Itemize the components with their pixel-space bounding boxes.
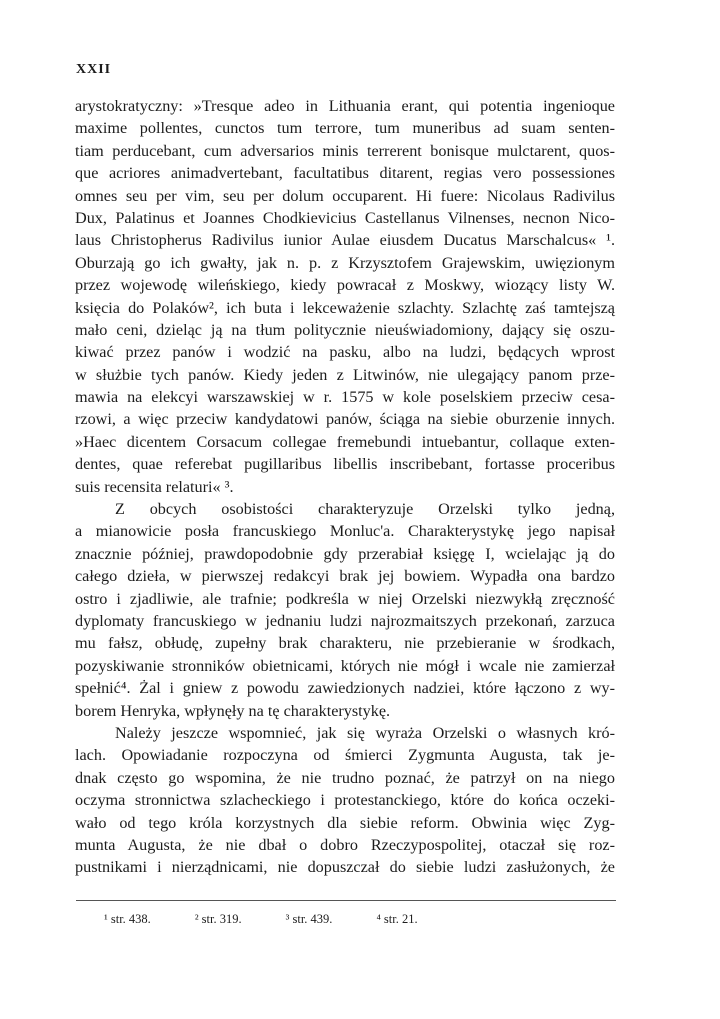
text-line: Z obcych osobistości charakteryzuje Orzelski tylko jedną,	[115, 500, 615, 519]
text-line: ostro i zjadliwie, ale trafnie; podkreśla w niej Orzelski niezwykłą zręczność	[75, 589, 615, 608]
footnote: ³ str. 439.	[285, 912, 333, 926]
body-text	[75, 95, 615, 879]
footnote: ¹ str. 438.	[104, 912, 151, 926]
text-line: maxime pollentes, cunctos tum terrore, tum muneribus ad suam senten-	[75, 119, 615, 138]
text-line: »Haec dicentem Corsacum collegae fremebundi intuebantur, collaque exten-	[75, 432, 615, 451]
text-line: tiam perducebant, cum adversarios minis terrerent bonisque mulctarent, quos-	[75, 141, 615, 160]
text-line: Dux, Palatinus et Joannes Chodkievicius Castellanus Vilnenses, necnon Nico-	[75, 208, 615, 227]
text-line: mu fałsz, obłudę, zupełny brak charakteru, nie przebieranie w środkach,	[75, 634, 615, 653]
text-line: w służbie tych panów. Kiedy jeden z Litwinów, nie ulegający panom prze-	[75, 365, 615, 384]
text-line: pozyskiwanie stronników obietnicami, których nie mógł i wcale nie zamierzał	[75, 656, 615, 675]
text-line: wało od tego króla korzystnych dla siebie reform. Obwinia więc Zyg-	[75, 813, 615, 832]
text-line: księcia do Polaków², ich buta i lekceważenie szlachty. Szlachtę zaś tamtejszą	[75, 298, 615, 317]
text-line: laus Christopherus Radivilus iunior Aulae eiusdem Ducatus Marschalcus« ¹.	[75, 231, 615, 250]
text-line: Należy jeszcze wspomnieć, jak się wyraża Orzelski o własnych kró-	[115, 723, 615, 742]
text-line: a mianowicie posła francuskiego Monluc'a. Charakterystykę jego napisał	[75, 522, 615, 541]
text-line: całego dzieła, w pierwszej redakcyi brak jej bowiem. Wypadła ona bardzo	[75, 567, 615, 586]
text-line: pustnikami i nierządnicami, nie dopuszczał do siebie ludzi zasłużonych, że	[75, 858, 615, 877]
text-line: znacznie później, prawdopodobnie gdy przerabiał księgę I, wcielając ją do	[75, 544, 615, 563]
text-line: spełnić⁴. Żal i gniew z powodu zawiedzionych nadziei, które łączono z wy-	[75, 679, 615, 698]
page-number: XXII	[76, 62, 112, 77]
footnote: ⁴ str. 21.	[376, 912, 418, 926]
text-line: kiwać przez panów i wodzić na pasku, albo na ludzi, będących wprost	[75, 343, 615, 362]
text-line: suis recensita relaturi« ³.	[75, 477, 234, 496]
footnote: ² str. 319.	[194, 912, 242, 926]
text-line: oczyma stronnictwa szlacheckiego i protestanckiego, które do końca oczeki-	[75, 791, 615, 810]
text-line: dnak często go wspomina, że nie trudno poznać, że patrzył on na niego	[75, 768, 615, 787]
footnote-divider	[76, 900, 616, 901]
text-line: przez wojewodę wileńskiego, kiedy powracał z Moskwy, wiozący listy W.	[75, 276, 615, 295]
text-line: Oburzają go ich gwałty, jak n. p. z Krzysztofem Grajewskim, uwięzionym	[75, 253, 615, 272]
footnotes	[104, 912, 462, 927]
text-line: rzowi, a więc przeciw kandydatowi panów, ściąga na siebie oburzenie innych.	[75, 410, 615, 429]
text-line: mawia na elekcyi warszawskiej w r. 1575 w kole poselskiem przeciw cesa-	[75, 388, 615, 407]
text-line: dyplomaty francuskiego w jednaniu ludzi najrozmaitszych przekonań, zarzuca	[75, 611, 615, 630]
text-line: dentes, quae referebat pugillaribus libellis inscribebant, fortasse proceribus	[75, 455, 615, 474]
text-line: omnes seu per vim, seu per dolum occuparent. Hi fuere: Nicolaus Radivilus	[75, 186, 615, 205]
text-line: que acriores animadvertebant, facultatibus ditarent, regias vero possessiones	[75, 164, 615, 183]
text-line: borem Henryka, wpłynęły na tę charakterystykę.	[75, 701, 391, 720]
text-line: mało ceni, dzieląc ją na tłum politycznie nieuświadomiony, dający się oszu-	[75, 320, 615, 339]
text-line: munta Augusta, że nie dbał o dobro Rzeczypospolitej, otaczał się roz-	[75, 835, 615, 854]
text-line: lach. Opowiadanie rozpoczyna od śmierci Zygmunta Augusta, tak je-	[75, 746, 615, 765]
text-line: arystokratyczny: »Tresque adeo in Lithuania erant, qui potentia ingenioque	[75, 97, 615, 115]
